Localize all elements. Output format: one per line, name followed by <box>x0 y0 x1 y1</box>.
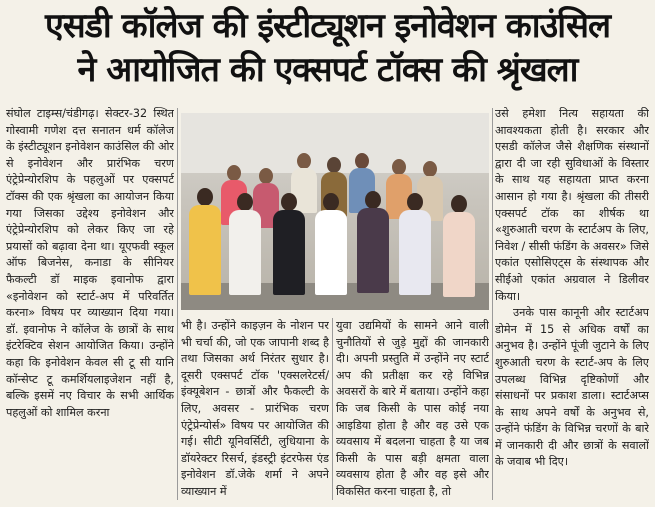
article-paragraph: उनके पास कानूनी और स्टार्टअप डोमेन में 15 से अधिक वर्षों का अनुभव है। उन्होंने पूंजी जुटाने के लिए शुरुआती चरण के स्टार्ट-अप के लिए उपलब्ध विभिन्न दृष्टिकोणों और संसाधनों पर प्रकाश डाला। स्टार्टअप्स के साथ अपने वर्षों के अनुभव से, उन्होंने फंडिंग के विभिन्न चरणों के बारे में जानकारी दी और छात्रों के सवालों के जवाब भी दिए। <box>495 306 649 469</box>
article-paragraph: संघोल टाइम्स/चंडीगढ़। सेक्टर-32 स्थित गोस्वामी गणेश दत्त सनातन धर्म कॉलेज के इंस्टीट्यूशन इनोवेशन काउंसिल की ओर से इनोवेशन और प्रारंभिक चरण एंट्रेप्रेन्योरशिप के पहलुओं पर एक्सपर्ट टॉक्स की एक श्रृंखला का आयोजन किया गया जिसका उद्देश्य इनोवेशन और एंट्रेप्रेन्योरशिप को लेकर किए जा रहे प्रयासों को बढ़ावा देना था। यूएफवी स्कूल ऑफ बिजनेस, कनाडा के सीनियर फैकल्टी डॉ माइक इवानोफ द्वारा «इनोवेशन को स्टार्ट-अप में परिवर्तित करना» विषय पर व्याख्यान दिया गया। डॉ. इवानोफ ने कॉलेज के छात्रों के साथ इंटरेक्टिव सेशन आयोजित किया। उन्होंने कहा कि इनोवेशन केवल सी टू सी यानि कॉन्सेप्ट टू कमर्शियलाइजेशन नहीं है, बल्कि इसमें नए विचार के सभी आर्थिक पहलुओं को शामिल करना <box>6 107 174 419</box>
column-divider <box>492 108 493 500</box>
headline-line-1: एसडी कॉलेज की इंस्टीट्यूशन इनोवेशन काउंसिल <box>44 6 611 46</box>
article-paragraph: भी है। उन्होंने काइज़न के नोशन पर भी चर्चा की, जो एक जापानी शब्द है तथा जिसका अर्थ निरंतर सुधार है। दूसरी एक्सपर्ट टॉक 'एक्सलरेटर्स/ इंक्यूबेशन - छात्रों और फैकल्टी के लिए, अवसर - प्रारंभिक चरण एंट्रेप्रेन्योर्स» विषय पर आयोजित की गई। सीटी यूनिवर्सिटी, लुधियाना के डॉयरेक्टर रिसर्च, इंडस्ट्री इंटरफेस एंड इनोवेशन डॉ.जेके शर्मा ने अपने व्याख्यान में <box>181 319 329 498</box>
article-column-4 <box>495 106 649 502</box>
article-paragraph: युवा उद्यमियों के सामने आने वाली चुनौतियों से जुड़े मुद्दों की जानकारी दी। अपनी प्रस्तुति में उन्होंने नए स्टार्ट अप की प्रतीक्षा कर रहे विभिन्न अवसरों के बारे में बताया। उन्होंने कहा कि जब किसी के पास कोई नया आइडिया होता है और वह उसे एक व्यवसाय में बदलना चाहता है या जब किसी के पास बड़ी क्षमता वाला व्यवसाय होता है और वह इसे और विकसित करना चाहता है, तो <box>336 319 489 498</box>
headline-line-2: ने आयोजित की एक्सपर्ट टॉक्स की श्रृंखला <box>77 50 578 90</box>
article-column-3 <box>336 318 489 502</box>
article-column-2 <box>181 318 329 502</box>
article-paragraph: उसे हमेशा नित्य सहायता की आवश्यकता होती है। सरकार और एसडी कॉलेज जैसे शैक्षणिक संस्थानों द्वारा दी जा रही सुविधाओं के विस्तार के साथ यह सहायता प्राप्त करना आसान हो गया है। श्रृंखला की तीसरी एक्सपर्ट टॉक का शीर्षक था «शुरुआती चरण के स्टार्टअप के लिए, निवेश / सीसी फंडिंग के अवसर» जिसे एकांत एसोसिएट्स के संस्थापक और सीईओ एकांत अग्रवाल ने डिलीवर किया। <box>495 107 649 303</box>
article-column-1 <box>6 106 174 502</box>
group-photo <box>181 113 489 310</box>
column-divider <box>177 108 178 500</box>
headline <box>0 4 655 92</box>
column-divider <box>332 318 333 500</box>
